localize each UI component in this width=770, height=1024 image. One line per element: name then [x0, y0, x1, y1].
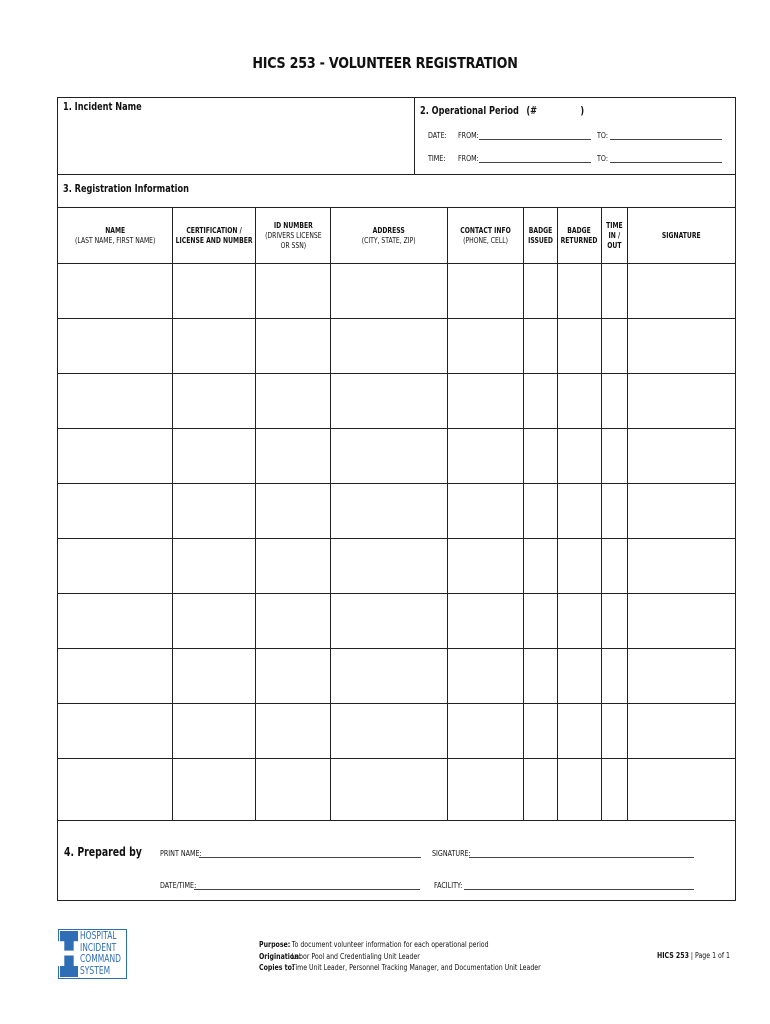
- date-to-label: TO:: [597, 130, 608, 140]
- col-header-signature: SIGNATURE: [662, 231, 701, 240]
- facility-field[interactable]: [464, 889, 694, 890]
- table-row[interactable]: [58, 758, 735, 813]
- section3-top-rule: [57, 174, 736, 175]
- col-header-name: NAME (LAST NAME, FIRST NAME): [74, 226, 156, 245]
- form-id-page: HICS 253 | Page 1 of 1: [657, 951, 731, 960]
- table-row[interactable]: [58, 318, 735, 373]
- time-to-label: TO:: [597, 153, 608, 163]
- section4-top-rule: [57, 820, 736, 821]
- table-row[interactable]: [58, 538, 735, 593]
- divider-section1-2: [414, 97, 415, 174]
- date-row: DATE:: [428, 130, 447, 140]
- logo-text: HOSPITAL INCIDENT COMMAND SYSTEM: [80, 930, 121, 977]
- incident-name-label: 1. Incident Name: [63, 101, 142, 113]
- logo-letter: H: [54, 935, 84, 975]
- table-row[interactable]: [58, 263, 735, 318]
- table-row[interactable]: [58, 483, 735, 538]
- row-rule: [57, 648, 736, 649]
- date-from-field[interactable]: [479, 139, 591, 140]
- date-to-field[interactable]: [610, 139, 722, 140]
- datetime-label: DATE/TIME:: [160, 880, 197, 890]
- col-header-contact-info: CONTACT INFO (PHONE, CELL): [460, 226, 511, 245]
- time-label: TIME:: [428, 153, 446, 163]
- time-to-field[interactable]: [610, 162, 722, 163]
- incident-name-field[interactable]: [64, 118, 409, 170]
- prepared-signature-label: SIGNATURE:: [432, 848, 471, 858]
- prepared-signature-field[interactable]: [469, 857, 694, 858]
- row-rule: [57, 373, 736, 374]
- date-from-label: FROM:: [458, 130, 479, 140]
- hics-logo: [54, 929, 127, 979]
- row-rule: [57, 593, 736, 594]
- col-header-address: ADDRESS (CITY, STATE, ZIP): [362, 226, 416, 245]
- facility-label: FACILITY:: [434, 880, 463, 890]
- time-from-field[interactable]: [479, 162, 591, 163]
- col-header-id-number: ID NUMBER (DRIVERS LICENSE OR SSN): [264, 221, 322, 250]
- print-name-field[interactable]: [199, 857, 421, 858]
- time-from-label: FROM:: [458, 153, 479, 163]
- footer-info: Purpose:To document volunteer information for each operational period Origination:Labor Pool and Credentialing Unit Leader Copies to:Time Unit Leader, Personnel Tracking Manager, and Documentation Unit Leader: [259, 940, 541, 972]
- operational-period-label: 2. Operational Period (# ): [420, 105, 585, 117]
- row-rule: [57, 318, 736, 319]
- row-rule: [57, 428, 736, 429]
- table-row[interactable]: [58, 648, 735, 703]
- col-header-badge-issued: BADGE ISSUED: [528, 226, 553, 245]
- table-row[interactable]: [58, 373, 735, 428]
- datetime-field[interactable]: [194, 889, 420, 890]
- col-header-time-in-out: TIME IN / OUT: [606, 221, 623, 250]
- col-header-badge-returned: BADGE RETURNED: [561, 226, 598, 245]
- table-row[interactable]: [58, 428, 735, 483]
- table-row[interactable]: [58, 593, 735, 648]
- row-rule: [57, 758, 736, 759]
- table-row[interactable]: [58, 703, 735, 758]
- form-title: HICS 253 - VOLUNTEER REGISTRATION: [252, 54, 518, 72]
- col-header-certification: CERTIFICATION / LICENSE AND NUMBER: [175, 226, 253, 245]
- row-rule: [57, 703, 736, 704]
- registration-info-label: 3. Registration Information: [63, 183, 189, 195]
- print-name-label: PRINT NAME:: [160, 848, 202, 858]
- row-rule: [57, 538, 736, 539]
- row-rule: [57, 483, 736, 484]
- prepared-by-label: 4. Prepared by: [64, 845, 142, 859]
